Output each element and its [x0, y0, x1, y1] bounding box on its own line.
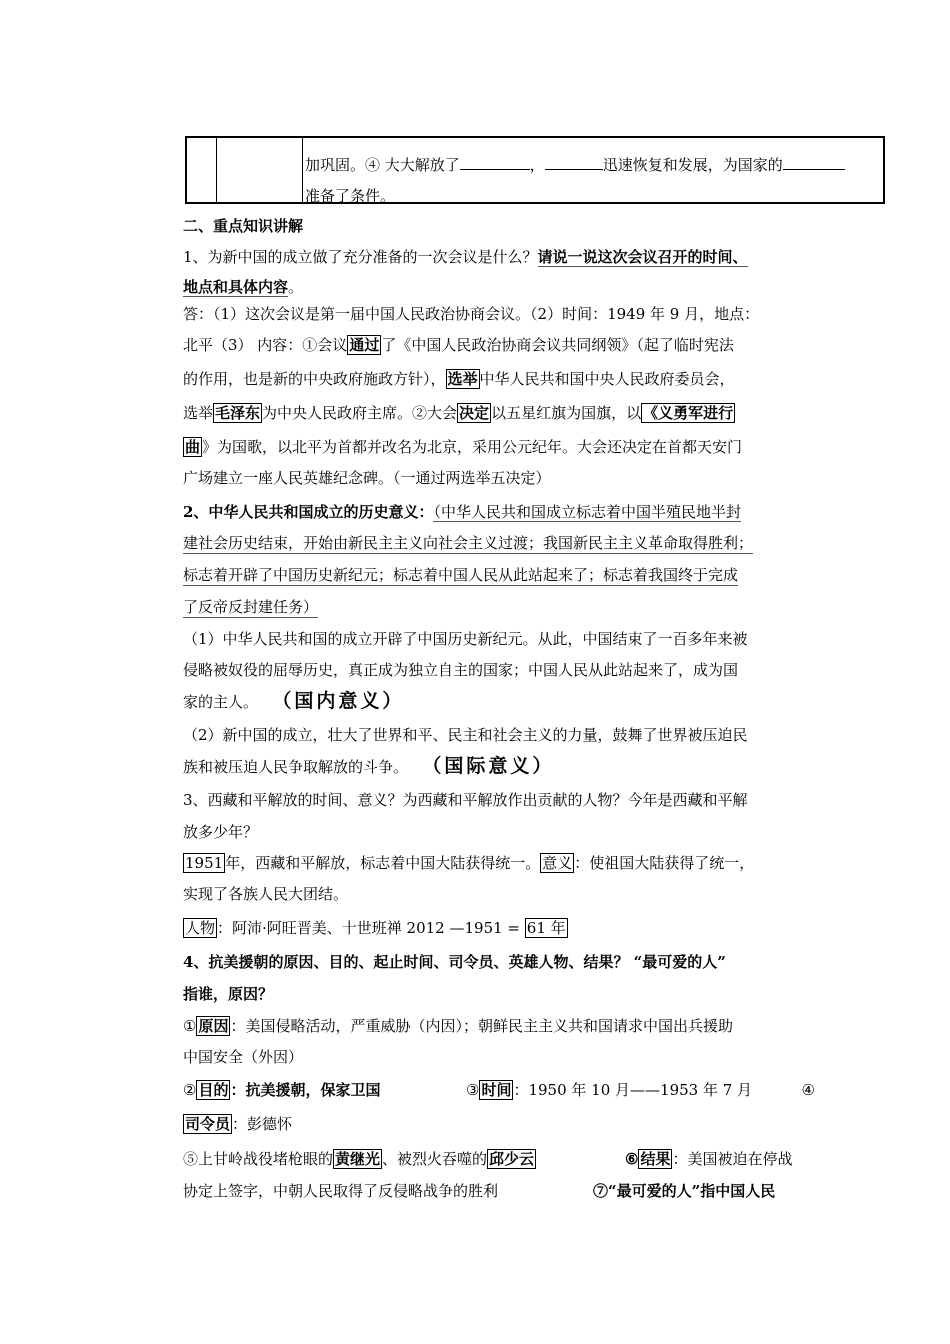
answer-3-line: 1951 年，西藏和平解放，标志着中国大陆获得统一。 意义 ：使祖国大陆获得了统一， — [185, 854, 755, 872]
question-3: 3、西藏和平解放的时间、意义？为西藏和平解放作出贡献的人物？今年是西藏和平解 — [183, 791, 748, 809]
summary-table-row — [185, 136, 885, 204]
question-1-cont: 地点和具体内容。 — [183, 278, 304, 296]
question-2-summary: 建社会历史结束，开始由新民主主义向社会主义过渡；我国新民主主义革命取得胜利； — [183, 534, 754, 552]
answer-1-line: 曲 》为国歌，以北平为首都并改名为北京，采用公元纪年。大会还决定在首都天安门 — [185, 438, 743, 456]
question-2: 2、中华人民共和国成立的历史意义：（中华人民共和国成立标志着中国半殖民地半封 — [183, 503, 741, 521]
answer-4-line: ② 目的 ：抗美援朝，保家卫国 ③ 时间 ：1950 年 10 月——1953 年 7 月 ④ — [183, 1081, 815, 1099]
table-text: ， — [529, 156, 545, 174]
answer-1-line: 答：（1）这次会议是第一届中国人民政治协商会议。（2）时间：1949 年 9 月，地点： — [183, 305, 760, 323]
blank-3 — [783, 154, 845, 170]
table-cell-3 — [305, 150, 879, 212]
question-2-summary: 标志着开辟了中国历史新纪元；标志着中国人民从此站起来了；标志着我国终于完成 — [183, 566, 739, 584]
table-text: 加巩固。④ 大大解放了 — [305, 156, 460, 174]
answer-2-line: 侵略被奴役的屈辱历史，真正成为独立自主的国家；中国人民从此站起来了，成为国 — [183, 661, 739, 679]
section-title: 二、重点知识讲解 — [183, 217, 304, 235]
answer-1-line: 的作用，也是新的中央政府施政方针）， 选举 中华人民共和国中央人民政府委员会， — [183, 370, 735, 388]
international-significance-tag: （国际意义） — [422, 755, 555, 777]
answer-2-line: 家的主人。 （国内意义） — [183, 690, 405, 712]
item-number: ④ — [801, 1081, 815, 1099]
question-4-cont: 指谁，原因？ — [183, 985, 274, 1003]
answer-2-line: （2）新中国的成立，壮大了世界和平、民主和社会主义的力量，鼓舞了世界被压迫民 — [183, 726, 748, 744]
question-4: 4、抗美援朝的原因、目的、起止时间、司令员、英雄人物、结果？ “最可爱的人” — [183, 953, 726, 971]
answer-1-line: 广场建立一座人民英雄纪念碑。（一通过两选举五决定） — [183, 469, 551, 487]
answer-4-line: 司令员 ：彭德怀 — [185, 1115, 293, 1133]
table-cell-2 — [217, 138, 303, 202]
blank-1 — [460, 154, 530, 170]
question-2-summary: 了反帝反封建任务） — [183, 598, 319, 616]
answer-2-line: 族和被压迫人民争取解放的斗争。 （国际意义） — [183, 755, 555, 777]
answer-3-line: 实现了各族人民大团结。 — [183, 885, 349, 903]
result-item: ⑥ 结果 ：美国被迫在停战 — [625, 1150, 793, 1168]
answer-4-line: 中国安全（外因） — [183, 1048, 304, 1066]
blank-2 — [545, 154, 603, 170]
question-3-cont: 放多少年？ — [183, 823, 259, 841]
question-1: 1、为新中国的成立做了充分准备的一次会议是什么？请说一说这次会议召开的时间、 — [183, 248, 748, 266]
time-item: ③ 时间 ：1950 年 10 月——1953 年 7 月 — [466, 1081, 753, 1099]
domestic-significance-tag: （国内意义） — [272, 690, 405, 712]
answer-2-line: （1）中华人民共和国的成立开辟了中国历史新纪元。从此，中国结束了一百多年来被 — [183, 630, 748, 648]
table-cell-1 — [187, 138, 217, 202]
table-text: 迅速恢复和发展，为国家的 — [602, 156, 783, 174]
loveliest-people-item: ⑦“最可爱的人”指中国人民 — [593, 1182, 776, 1200]
answer-3-line: 人物 ：阿沛·阿旺晋美、十世班禅 2012 —1951 = 61 年 — [185, 919, 566, 937]
answer-4-line: ① 原因 ：美国侵略活动，严重威胁（内因）；朝鲜民主主义共和国请求中国出兵援助 — [183, 1017, 733, 1035]
answer-4-line: ⑤上甘岭战役堵枪眼的 黄继光 、被烈火吞噬的 邱少云 ⑥ 结果 ：美国被迫在停战 — [183, 1150, 793, 1168]
table-text: 准备了条件。 — [305, 187, 396, 205]
answer-4-line: 协定上签字，中朝人民取得了反侵略战争的胜利 ⑦“最可爱的人”指中国人民 — [183, 1182, 776, 1200]
answer-1-line: 北平（3） 内容：①会议 通过 了《中国人民政治协商会议共同纲领》（起了临时宪法 — [183, 336, 734, 354]
answer-1-line: 选举 毛泽东 为中央人民政府主席。②大会 决定 以五星红旗为国旗，以 《义勇军进行 — [183, 404, 734, 422]
